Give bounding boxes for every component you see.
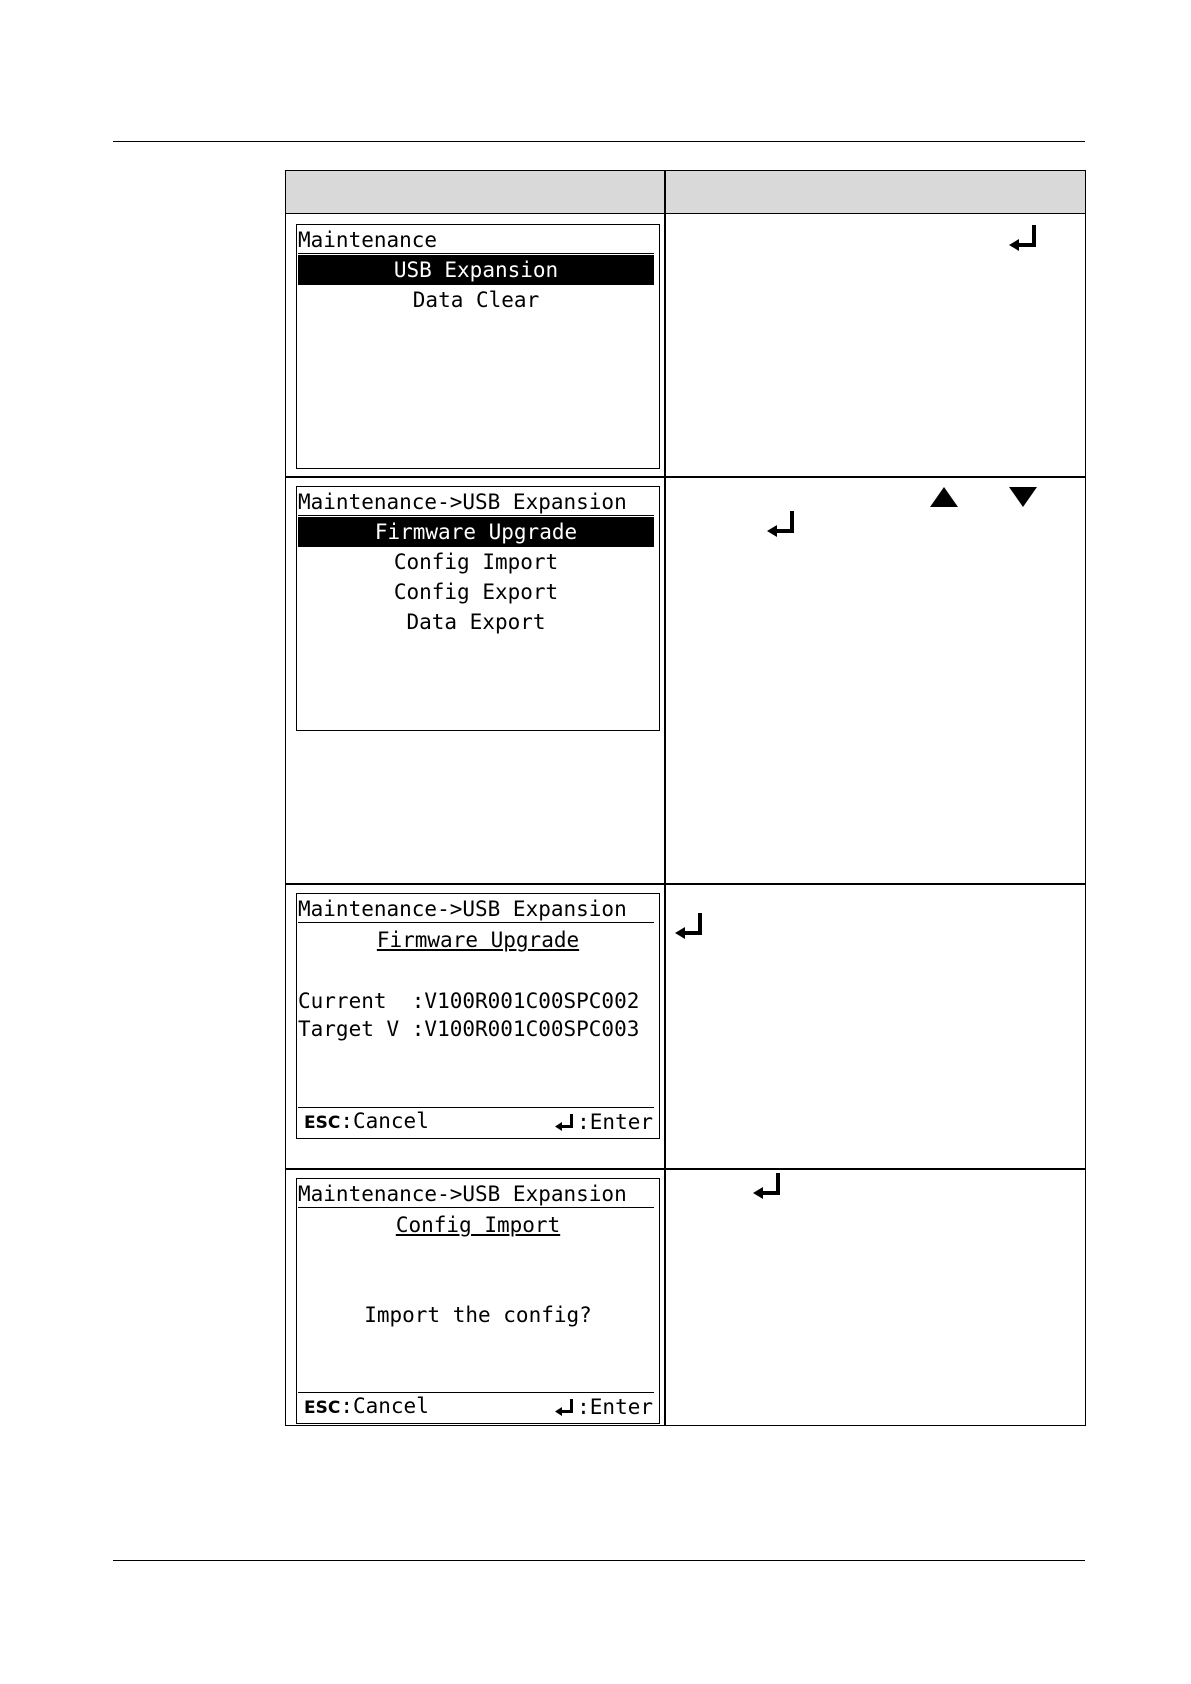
- enter-hint[interactable]: [553, 1107, 653, 1137]
- up-triangle-icon: [929, 486, 959, 512]
- enter-icon: [752, 1171, 782, 1201]
- title-underline: [298, 1207, 654, 1208]
- down-triangle-icon: [1008, 486, 1038, 512]
- screen-subtitle: Config Import: [395, 1213, 561, 1237]
- screen-title: Maintenance->USB Expansion: [298, 897, 627, 921]
- lcd-screen-config-import: [296, 1178, 660, 1424]
- title-underline: [298, 253, 654, 254]
- procedure-table: [285, 170, 1086, 1426]
- menu-item-config-export[interactable]: Config Export: [393, 580, 559, 604]
- enter-icon: [766, 509, 796, 539]
- enter-icon: [1008, 223, 1038, 253]
- lcd-screen-maintenance: [296, 224, 660, 469]
- enter-hint[interactable]: [553, 1392, 653, 1422]
- screen-title: Maintenance: [298, 228, 438, 252]
- enter-icon: [674, 911, 704, 941]
- lcd-screen-usb-expansion: [296, 486, 660, 731]
- menu-item-data-clear[interactable]: Data Clear: [412, 288, 540, 312]
- screen-title: Maintenance->USB Expansion: [298, 490, 627, 514]
- screen-title: Maintenance->USB Expansion: [298, 1182, 627, 1206]
- row-divider: [286, 1168, 1085, 1170]
- title-underline: [298, 515, 654, 516]
- column-divider: [664, 171, 666, 1425]
- lcd-screen-firmware-upgrade: [296, 893, 660, 1139]
- screen-footer: [304, 1393, 653, 1421]
- row-divider: [286, 476, 1085, 478]
- cancel-label: :Cancel: [340, 1109, 429, 1133]
- menu-item-config-import[interactable]: Config Import: [393, 550, 559, 574]
- esc-key-label: ESC: [304, 1398, 341, 1418]
- cancel-label: :Cancel: [340, 1394, 429, 1418]
- enter-icon: [553, 1112, 575, 1132]
- menu-item-data-export[interactable]: Data Export: [406, 610, 546, 634]
- enter-icon: [553, 1397, 575, 1417]
- header-rule: [113, 141, 1085, 142]
- title-underline: [298, 922, 654, 923]
- screen-subtitle: Firmware Upgrade: [376, 928, 580, 952]
- cancel-hint[interactable]: [304, 1106, 429, 1138]
- current-version: Current :V100R001C00SPC002: [298, 989, 640, 1013]
- enter-label: :Enter: [577, 1110, 653, 1134]
- table-header-row: [286, 171, 1085, 214]
- cancel-hint[interactable]: [304, 1391, 429, 1423]
- esc-key-label: ESC: [304, 1113, 341, 1133]
- menu-item-usb-expansion[interactable]: USB Expansion: [298, 255, 654, 285]
- enter-label: :Enter: [577, 1395, 653, 1419]
- import-prompt: Import the config?: [364, 1303, 592, 1327]
- footer-rule: [113, 1560, 1085, 1561]
- target-version: Target V :V100R001C00SPC003: [298, 1017, 640, 1041]
- screen-footer: [304, 1108, 653, 1136]
- row-divider: [286, 883, 1085, 885]
- menu-item-firmware-upgrade[interactable]: Firmware Upgrade: [298, 517, 654, 547]
